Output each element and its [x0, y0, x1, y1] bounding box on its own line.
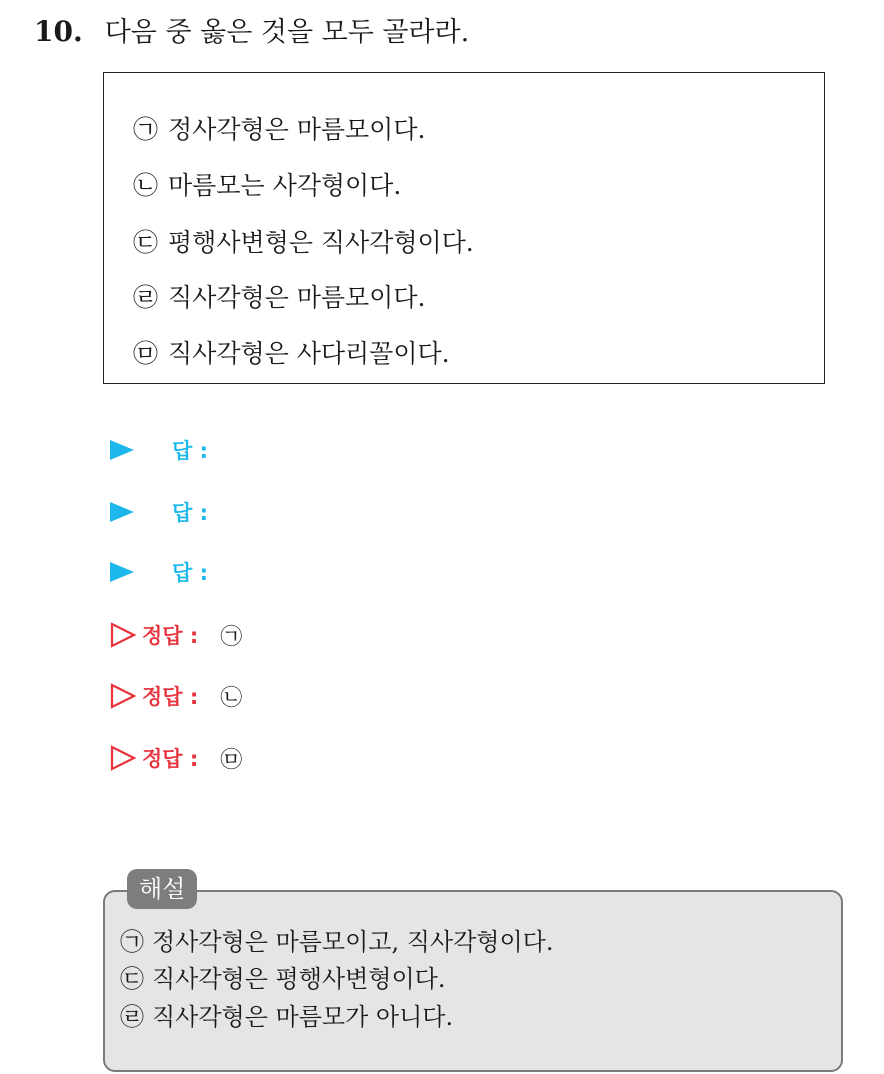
correct-answer-label: 정답 : [142, 747, 199, 771]
correct-answer [110, 740, 242, 776]
choice-item [133, 226, 474, 260]
answer-field[interactable] [110, 556, 208, 588]
answer-label: 답 : [172, 561, 208, 585]
choice-text: 평행사변형은 직사각형이다. [168, 228, 474, 257]
correct-answer [110, 617, 242, 653]
choice-text: 직사각형은 사다리꼴이다. [168, 339, 450, 368]
correct-answer-value: ㉠ [220, 624, 243, 650]
choice-mark: ㉠ [133, 115, 159, 144]
explanation-line [120, 963, 445, 995]
choice-item [133, 281, 425, 315]
choice-item [133, 113, 425, 147]
question-text: 다음 중 옳은 것을 모두 골라라. [104, 17, 470, 48]
explanation-mark: ㉢ [120, 965, 144, 993]
answer-label: 답 : [172, 439, 208, 463]
explanation-text: 직사각형은 평행사변형이다. [152, 965, 446, 993]
outline-triangle-icon [110, 745, 136, 771]
filled-triangle-icon [110, 502, 134, 522]
explanation-mark: ㉠ [120, 928, 144, 956]
choice-text: 정사각형은 마름모이다. [168, 115, 426, 144]
explanation-line [120, 1001, 453, 1033]
correct-answer-value: ㉡ [220, 685, 243, 711]
choice-text: 직사각형은 마름모이다. [168, 283, 426, 312]
choices-box [103, 72, 825, 384]
filled-triangle-icon [110, 562, 134, 582]
explanation-text: 정사각형은 마름모이고, 직사각형이다. [152, 928, 554, 956]
choice-item [133, 169, 401, 203]
correct-answer-label: 정답 : [142, 624, 199, 648]
outline-triangle-icon [110, 622, 136, 648]
explanation-line [120, 926, 553, 958]
correct-answer-value: ㉤ [220, 747, 243, 773]
explanation-mark: ㉣ [120, 1003, 144, 1031]
choice-mark: ㉡ [133, 171, 159, 200]
choice-mark: ㉣ [133, 283, 159, 312]
correct-answer [110, 678, 242, 714]
answer-label: 답 : [172, 501, 208, 525]
question-number: 10. [34, 15, 83, 48]
question [34, 14, 469, 51]
choice-mark: ㉤ [133, 339, 159, 368]
choice-text: 마름모는 사각형이다. [168, 171, 402, 200]
answer-field[interactable] [110, 434, 208, 466]
choice-mark: ㉢ [133, 228, 159, 257]
explanation-text: 직사각형은 마름모가 아니다. [152, 1003, 454, 1031]
correct-answer-label: 정답 : [142, 685, 199, 709]
filled-triangle-icon [110, 440, 134, 460]
explanation-title: 해설 [127, 869, 197, 909]
choice-item [133, 337, 450, 371]
answer-field[interactable] [110, 496, 208, 528]
outline-triangle-icon [110, 683, 136, 709]
